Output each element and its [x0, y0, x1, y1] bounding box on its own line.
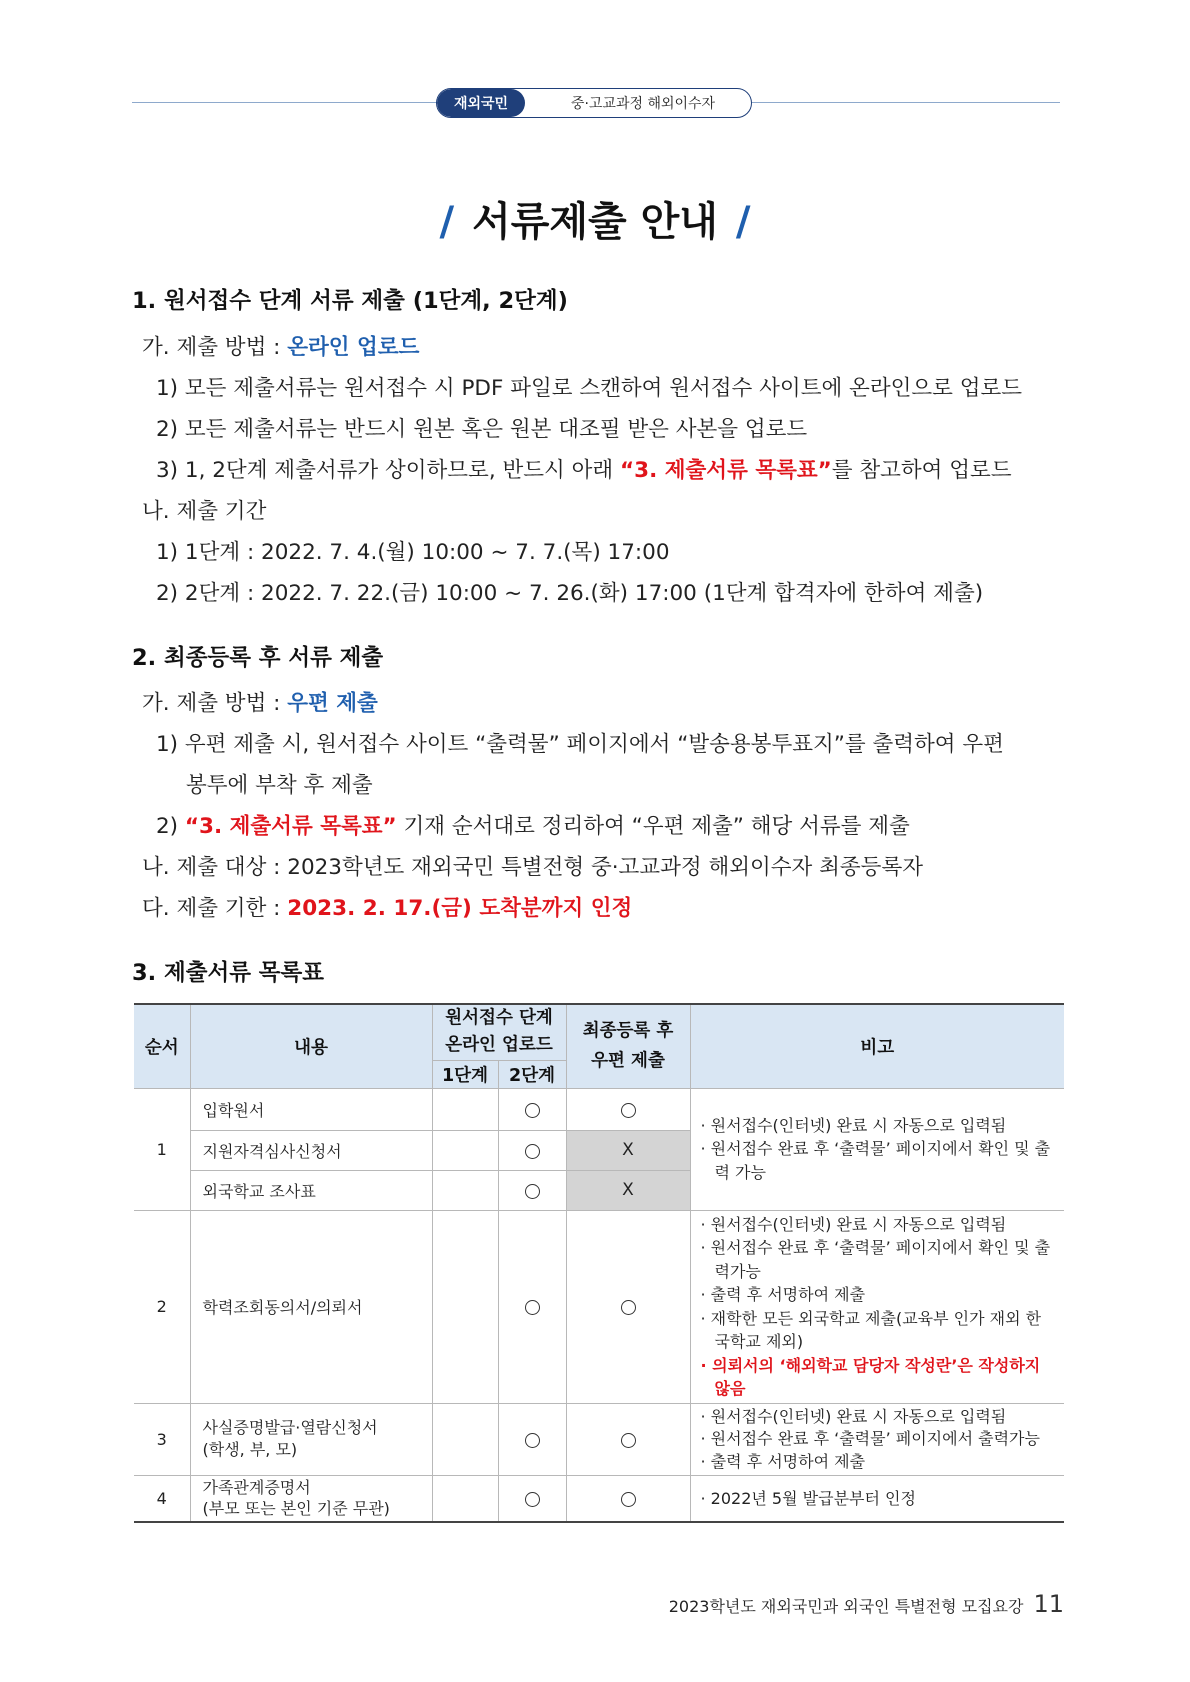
header-stage2: 2단계 [498, 1060, 566, 1088]
title-slash-left: / [439, 199, 455, 245]
header-order: 순서 [134, 1004, 190, 1088]
section2-deadline-value: 2023. 2. 17.(금) 도착분까지 인정 [287, 896, 633, 921]
table-row [134, 1210, 1064, 1403]
section1-item-1: 1) 모든 제출서류는 원서접수 시 PDF 파일로 스캔하여 원서접수 사이트에 온라인으로 업로드 [156, 376, 1023, 401]
section1-item-3-highlight: “3. 제출서류 목록표” [620, 458, 832, 483]
circle-icon [621, 1103, 636, 1118]
row1-stage1-cell [432, 1088, 498, 1130]
circle-icon [621, 1492, 636, 1507]
row4-item-line1: 가족관계증명서 [202, 1478, 311, 1498]
row1b-stage2-cell [498, 1130, 566, 1170]
row2-note-4: · 재학한 모든 외국학교 제출(교육부 인가 재외 한국학교 제외) [700, 1308, 1042, 1351]
row1-item-3: 외국학교 조사표 [190, 1170, 432, 1210]
section2-item-2-suffix: 기재 순서대로 정리하여 “우편 제출” 해당 서류를 제출 [396, 814, 910, 839]
row3-note-3: · 출력 후 서명하여 제출 [700, 1451, 866, 1471]
row3-item [190, 1403, 432, 1476]
circle-icon [525, 1144, 540, 1159]
section1-period-2: 2) 2단계 : 2022. 7. 22.(금) 10:00 ~ 7. 26.(화) 17:00 (1단계 합격자에 한하여 제출) [156, 581, 984, 606]
row1-stage2-cell [498, 1088, 566, 1130]
row3-item-line2: (학생, 부, 모) [202, 1440, 298, 1460]
table-row [134, 1476, 1064, 1522]
page-footer [669, 1590, 1064, 1618]
row3-final-cell [566, 1403, 690, 1476]
section2-heading: 2. 최종등록 후 서류 제출 [132, 645, 384, 671]
row1c-stage2-cell [498, 1170, 566, 1210]
section2-item-2-highlight: “3. 제출서류 목록표” [184, 814, 397, 839]
row2-item: 학력조회동의서/의뢰서 [190, 1210, 432, 1403]
title-text: 서류제출 안내 [472, 199, 718, 245]
header-rule-left [132, 102, 438, 103]
section2-method-value: 우편 제출 [287, 691, 378, 716]
section2-deadline [142, 891, 632, 922]
row4-remarks [690, 1476, 1064, 1522]
section1-item-3-prefix: 3) 1, 2단계 제출서류가 상이하므로, 반드시 아래 [156, 458, 621, 483]
document-list-table [134, 1003, 1064, 1523]
row3-stage1-cell [432, 1403, 498, 1476]
section2-target: 나. 제출 대상 : 2023학년도 재외국민 특별전형 중·고교과정 해외이수자 최종등록자 [142, 855, 923, 880]
circle-icon [525, 1103, 540, 1118]
row3-stage2-cell [498, 1403, 566, 1476]
section1-method-label: 가. 제출 방법 : [142, 335, 288, 360]
header-pill [436, 88, 752, 118]
row2-stage2-cell [498, 1210, 566, 1403]
row1-item-1: 입학원서 [190, 1088, 432, 1130]
header-final [566, 1004, 690, 1088]
row1-order: 1 [134, 1088, 190, 1210]
circle-icon [525, 1300, 540, 1315]
row1-item-2: 지원자격심사신청서 [190, 1130, 432, 1170]
section2-method [142, 686, 378, 717]
row1b-stage1-cell [432, 1130, 498, 1170]
page-number: 11 [1033, 1590, 1064, 1618]
row2-note-5: · 의뢰서의 ‘해외학교 담당자 작성란’은 작성하지 않음 [700, 1355, 1041, 1398]
row4-item-line2: (부모 또는 본인 기준 무관) [202, 1499, 390, 1519]
row2-note-1: · 원서접수(인터넷) 완료 시 자동으로 입력됨 [700, 1214, 1007, 1234]
row3-item-line1: 사실증명발급·열람신청서 [202, 1418, 378, 1438]
header-badge: 재외국민 [437, 89, 525, 117]
section1-item-3 [156, 453, 1012, 484]
section2-item-1-line1: 1) 우편 제출 시, 원서접수 사이트 “출력물” 페이지에서 “발송용봉투표지”를 출력하여 우편 [156, 732, 1004, 757]
section1-period-1: 1) 1단계 : 2022. 7. 4.(월) 10:00 ~ 7. 7.(목) 17:00 [156, 540, 670, 565]
row1b-final-cell: X [566, 1130, 690, 1170]
row4-note-1: · 2022년 5월 발급분부터 인정 [700, 1488, 916, 1508]
section2-deadline-label: 다. 제출 기한 : [142, 896, 288, 921]
table-row [134, 1088, 1064, 1130]
header-subtitle: 중·고교과정 해외이수자 [570, 96, 716, 112]
header-rule-right [750, 102, 1060, 103]
row4-stage1-cell [432, 1476, 498, 1522]
row2-order: 2 [134, 1210, 190, 1403]
section1-heading: 1. 원서접수 단계 서류 제출 (1단계, 2단계) [132, 288, 568, 314]
header-content: 내용 [190, 1004, 432, 1088]
row3-note-1: · 원서접수(인터넷) 완료 시 자동으로 입력됨 [700, 1406, 1007, 1426]
row1-remarks [690, 1088, 1064, 1210]
row4-item [190, 1476, 432, 1522]
row1c-final-cell: X [566, 1170, 690, 1210]
row2-note-2: · 원서접수 완료 후 ‘출력물’ 페이지에서 확인 및 출력가능 [700, 1238, 1051, 1281]
section2-method-label: 가. 제출 방법 : [142, 691, 288, 716]
circle-icon [525, 1492, 540, 1507]
header-final-line1: 최종등록 후 [582, 1021, 674, 1042]
circle-icon [525, 1184, 540, 1199]
header-online-line1: 원서접수 단계 [445, 1008, 553, 1029]
row1-final-cell [566, 1088, 690, 1130]
circle-icon [525, 1433, 540, 1448]
row3-order: 3 [134, 1403, 190, 1476]
section3-heading: 3. 제출서류 목록표 [132, 960, 325, 986]
row2-final-cell [566, 1210, 690, 1403]
row4-final-cell [566, 1476, 690, 1522]
section2-item-2 [156, 809, 910, 840]
row4-order: 4 [134, 1476, 190, 1522]
section2-item-1-line2: 봉투에 부착 후 제출 [186, 773, 373, 798]
header-online [432, 1004, 566, 1060]
section1-method-value: 온라인 업로드 [287, 335, 420, 360]
page-title [0, 190, 1190, 247]
table-header-row [134, 1004, 1064, 1060]
section1-method [142, 330, 419, 361]
row2-remarks [690, 1210, 1064, 1403]
section1-item-3-suffix: 를 참고하여 업로드 [831, 458, 1012, 483]
row4-stage2-cell [498, 1476, 566, 1522]
row3-remarks [690, 1403, 1064, 1476]
header-remarks: 비고 [690, 1004, 1064, 1088]
section2-item-2-prefix: 2) [156, 814, 185, 839]
table-row [134, 1403, 1064, 1476]
row3-note-2: · 원서접수 완료 후 ‘출력물’ 페이지에서 출력가능 [700, 1429, 1040, 1448]
row2-note-3: · 출력 후 서명하여 제출 [700, 1285, 866, 1304]
row2-stage1-cell [432, 1210, 498, 1403]
header-stage1: 1단계 [432, 1060, 498, 1088]
header-online-line2: 온라인 업로드 [445, 1035, 553, 1056]
row1-note-1: · 원서접수(인터넷) 완료 시 자동으로 입력됨 [700, 1115, 1007, 1135]
circle-icon [621, 1300, 636, 1315]
header-final-line2: 우편 제출 [591, 1051, 665, 1072]
circle-icon [621, 1433, 636, 1448]
row1c-stage1-cell [432, 1170, 498, 1210]
section1-period: 나. 제출 기간 [142, 499, 267, 524]
title-slash-right: / [735, 199, 751, 245]
row1-note-2: · 원서접수 완료 후 ‘출력물’ 페이지에서 확인 및 출력 가능 [700, 1139, 1051, 1182]
footer-text: 2023학년도 재외국민과 외국인 특별전형 모집요강 [668, 1597, 1024, 1616]
section1-item-2: 2) 모든 제출서류는 반드시 원본 혹은 원본 대조필 받은 사본을 업로드 [156, 417, 808, 442]
